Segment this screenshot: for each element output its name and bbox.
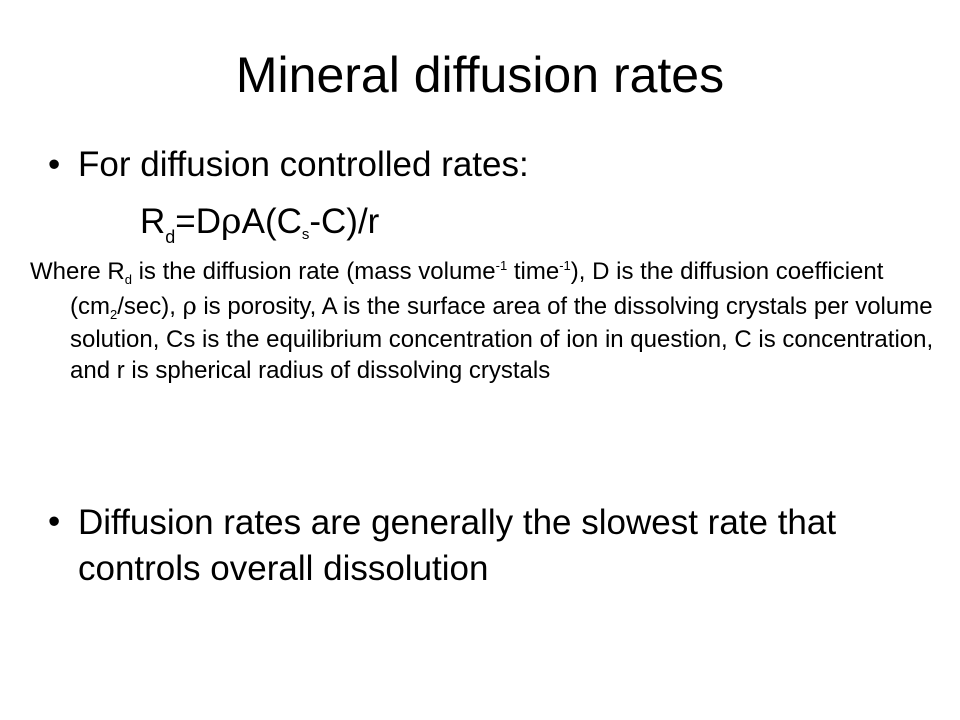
para-text-2: is the diffusion rate (mass volume xyxy=(131,258,496,285)
bullet-dot-icon: • xyxy=(48,502,61,541)
formula-r-subscript: d xyxy=(165,227,176,247)
para-cm-subscript: 2 xyxy=(109,306,118,322)
slide-title: Mineral diffusion rates xyxy=(235,47,725,103)
formula-rho-symbol: ρ xyxy=(221,202,242,242)
para-text-3: time xyxy=(507,258,560,285)
para-superscript-2: -1 xyxy=(559,258,571,273)
bullet-text: For diffusion controlled rates: xyxy=(78,145,529,184)
bullet-text: Diffusion rates are generally the slowest rate that controls overall dissolution xyxy=(78,503,837,588)
formula-r: R xyxy=(140,202,166,241)
para-r-subscript: d xyxy=(124,272,132,287)
formula-a-c: A(C xyxy=(241,202,302,241)
rate-formula xyxy=(140,200,379,251)
para-text-1: Where R xyxy=(30,258,125,285)
formula-tail: -C)/r xyxy=(309,202,380,241)
formula-c-subscript: s xyxy=(301,226,310,243)
definition-paragraph xyxy=(30,257,950,386)
para-text-6: is porosity, A is the surface area of the dissolving crystals per volume solution, Cs is the equilibrium concentration of ion in question, C is concentration, and r is spherical radius of dissolving crystals xyxy=(70,292,934,384)
para-rho-symbol: ρ xyxy=(182,291,197,320)
para-text-5: /sec), xyxy=(117,292,183,320)
bullet-dot-icon: • xyxy=(48,145,61,184)
para-text-4: ), D is the diffusion coefficient (cm xyxy=(70,258,884,320)
para-superscript-1: -1 xyxy=(495,258,508,273)
formula-equals-d: =D xyxy=(175,202,222,241)
